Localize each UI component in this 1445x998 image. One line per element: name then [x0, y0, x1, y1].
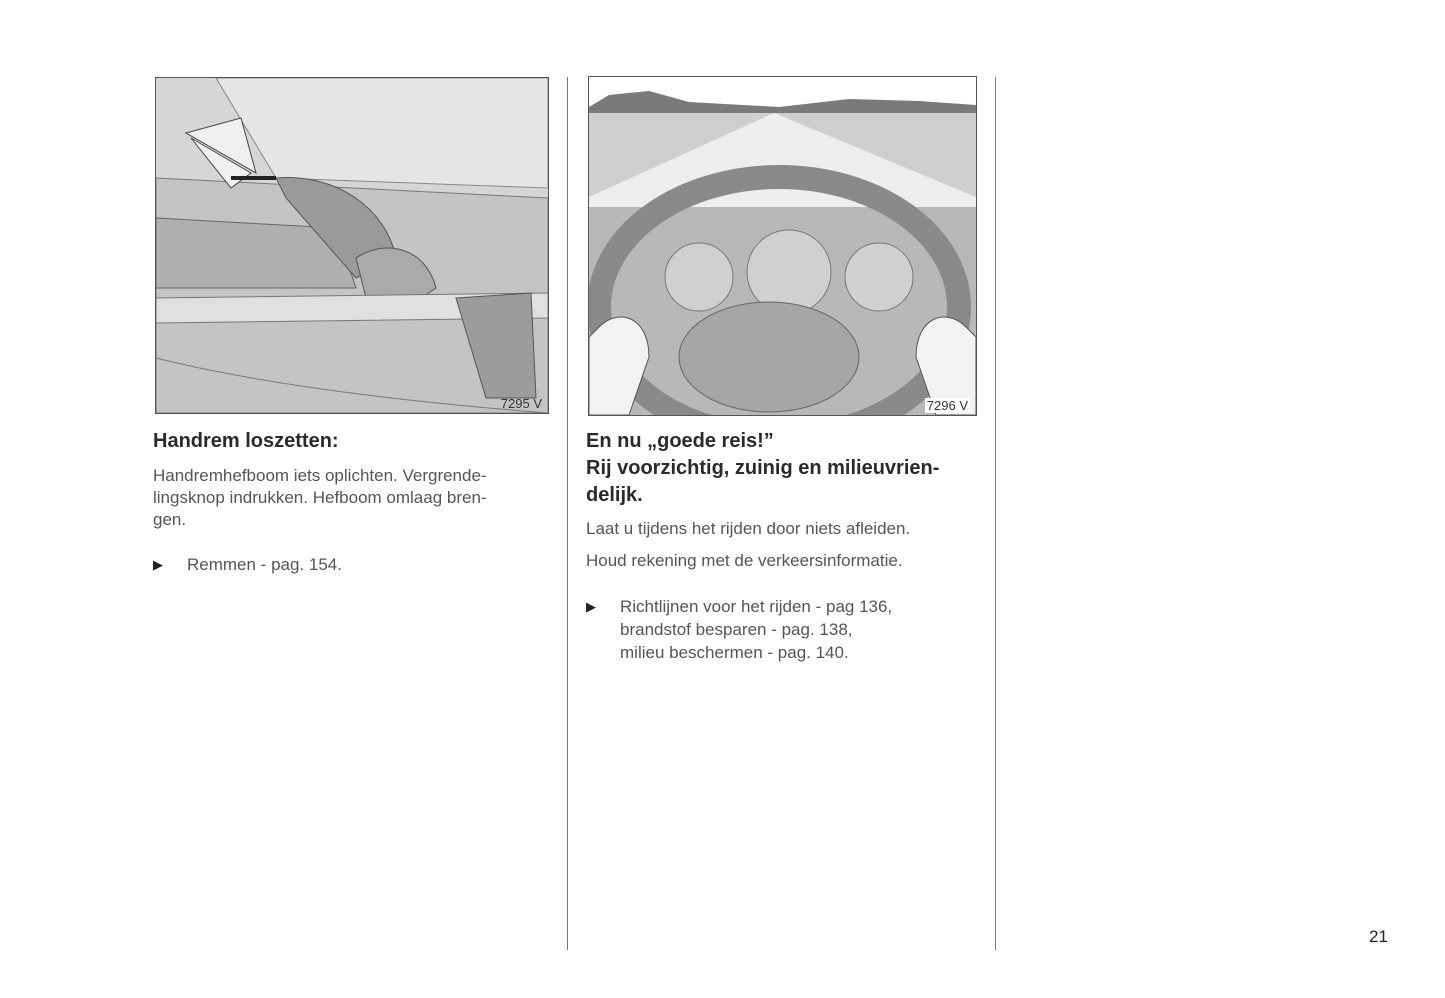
- handbrake-drawing: [156, 78, 548, 413]
- figure-label: 7296 V: [926, 398, 968, 413]
- section-heading: En nu „goede reis!”: [586, 430, 774, 452]
- column-divider: [995, 77, 996, 950]
- column-divider: [567, 77, 568, 950]
- figure-label: 7295 V: [500, 396, 542, 411]
- page-number: 21: [1369, 927, 1388, 946]
- body-line: lingsknop indrukken. Hefboom omlaag bren-: [153, 488, 487, 507]
- handbrake-illustration: [155, 77, 549, 414]
- reference-link[interactable]: Richtlijnen voor het rijden - pag 136,: [620, 597, 893, 616]
- section-heading: Rij voorzichtig, zuinig en milieuvrien-: [586, 457, 940, 479]
- steering-wheel-illustration: [588, 76, 977, 416]
- body-line: gen.: [153, 510, 187, 529]
- paragraph: Laat u tijdens het rijden door niets afleiden.: [586, 519, 911, 538]
- paragraph: Houd rekening met de verkeersinformatie.: [586, 551, 903, 570]
- reference-link[interactable]: milieu beschermen - pag. 140.: [620, 643, 849, 662]
- reference-link[interactable]: brandstof besparen - pag. 138,: [620, 620, 853, 639]
- triangle-right-icon: ▶: [153, 557, 163, 572]
- body-line: Handremhefboom iets oplichten. Vergrende-: [153, 466, 487, 485]
- section-heading: delijk.: [586, 484, 643, 506]
- reference-link[interactable]: Remmen - pag. 154.: [187, 555, 342, 574]
- section-heading: Handrem loszetten:: [153, 430, 339, 452]
- steering-wheel-drawing: [589, 77, 976, 415]
- triangle-right-icon: ▶: [586, 599, 596, 614]
